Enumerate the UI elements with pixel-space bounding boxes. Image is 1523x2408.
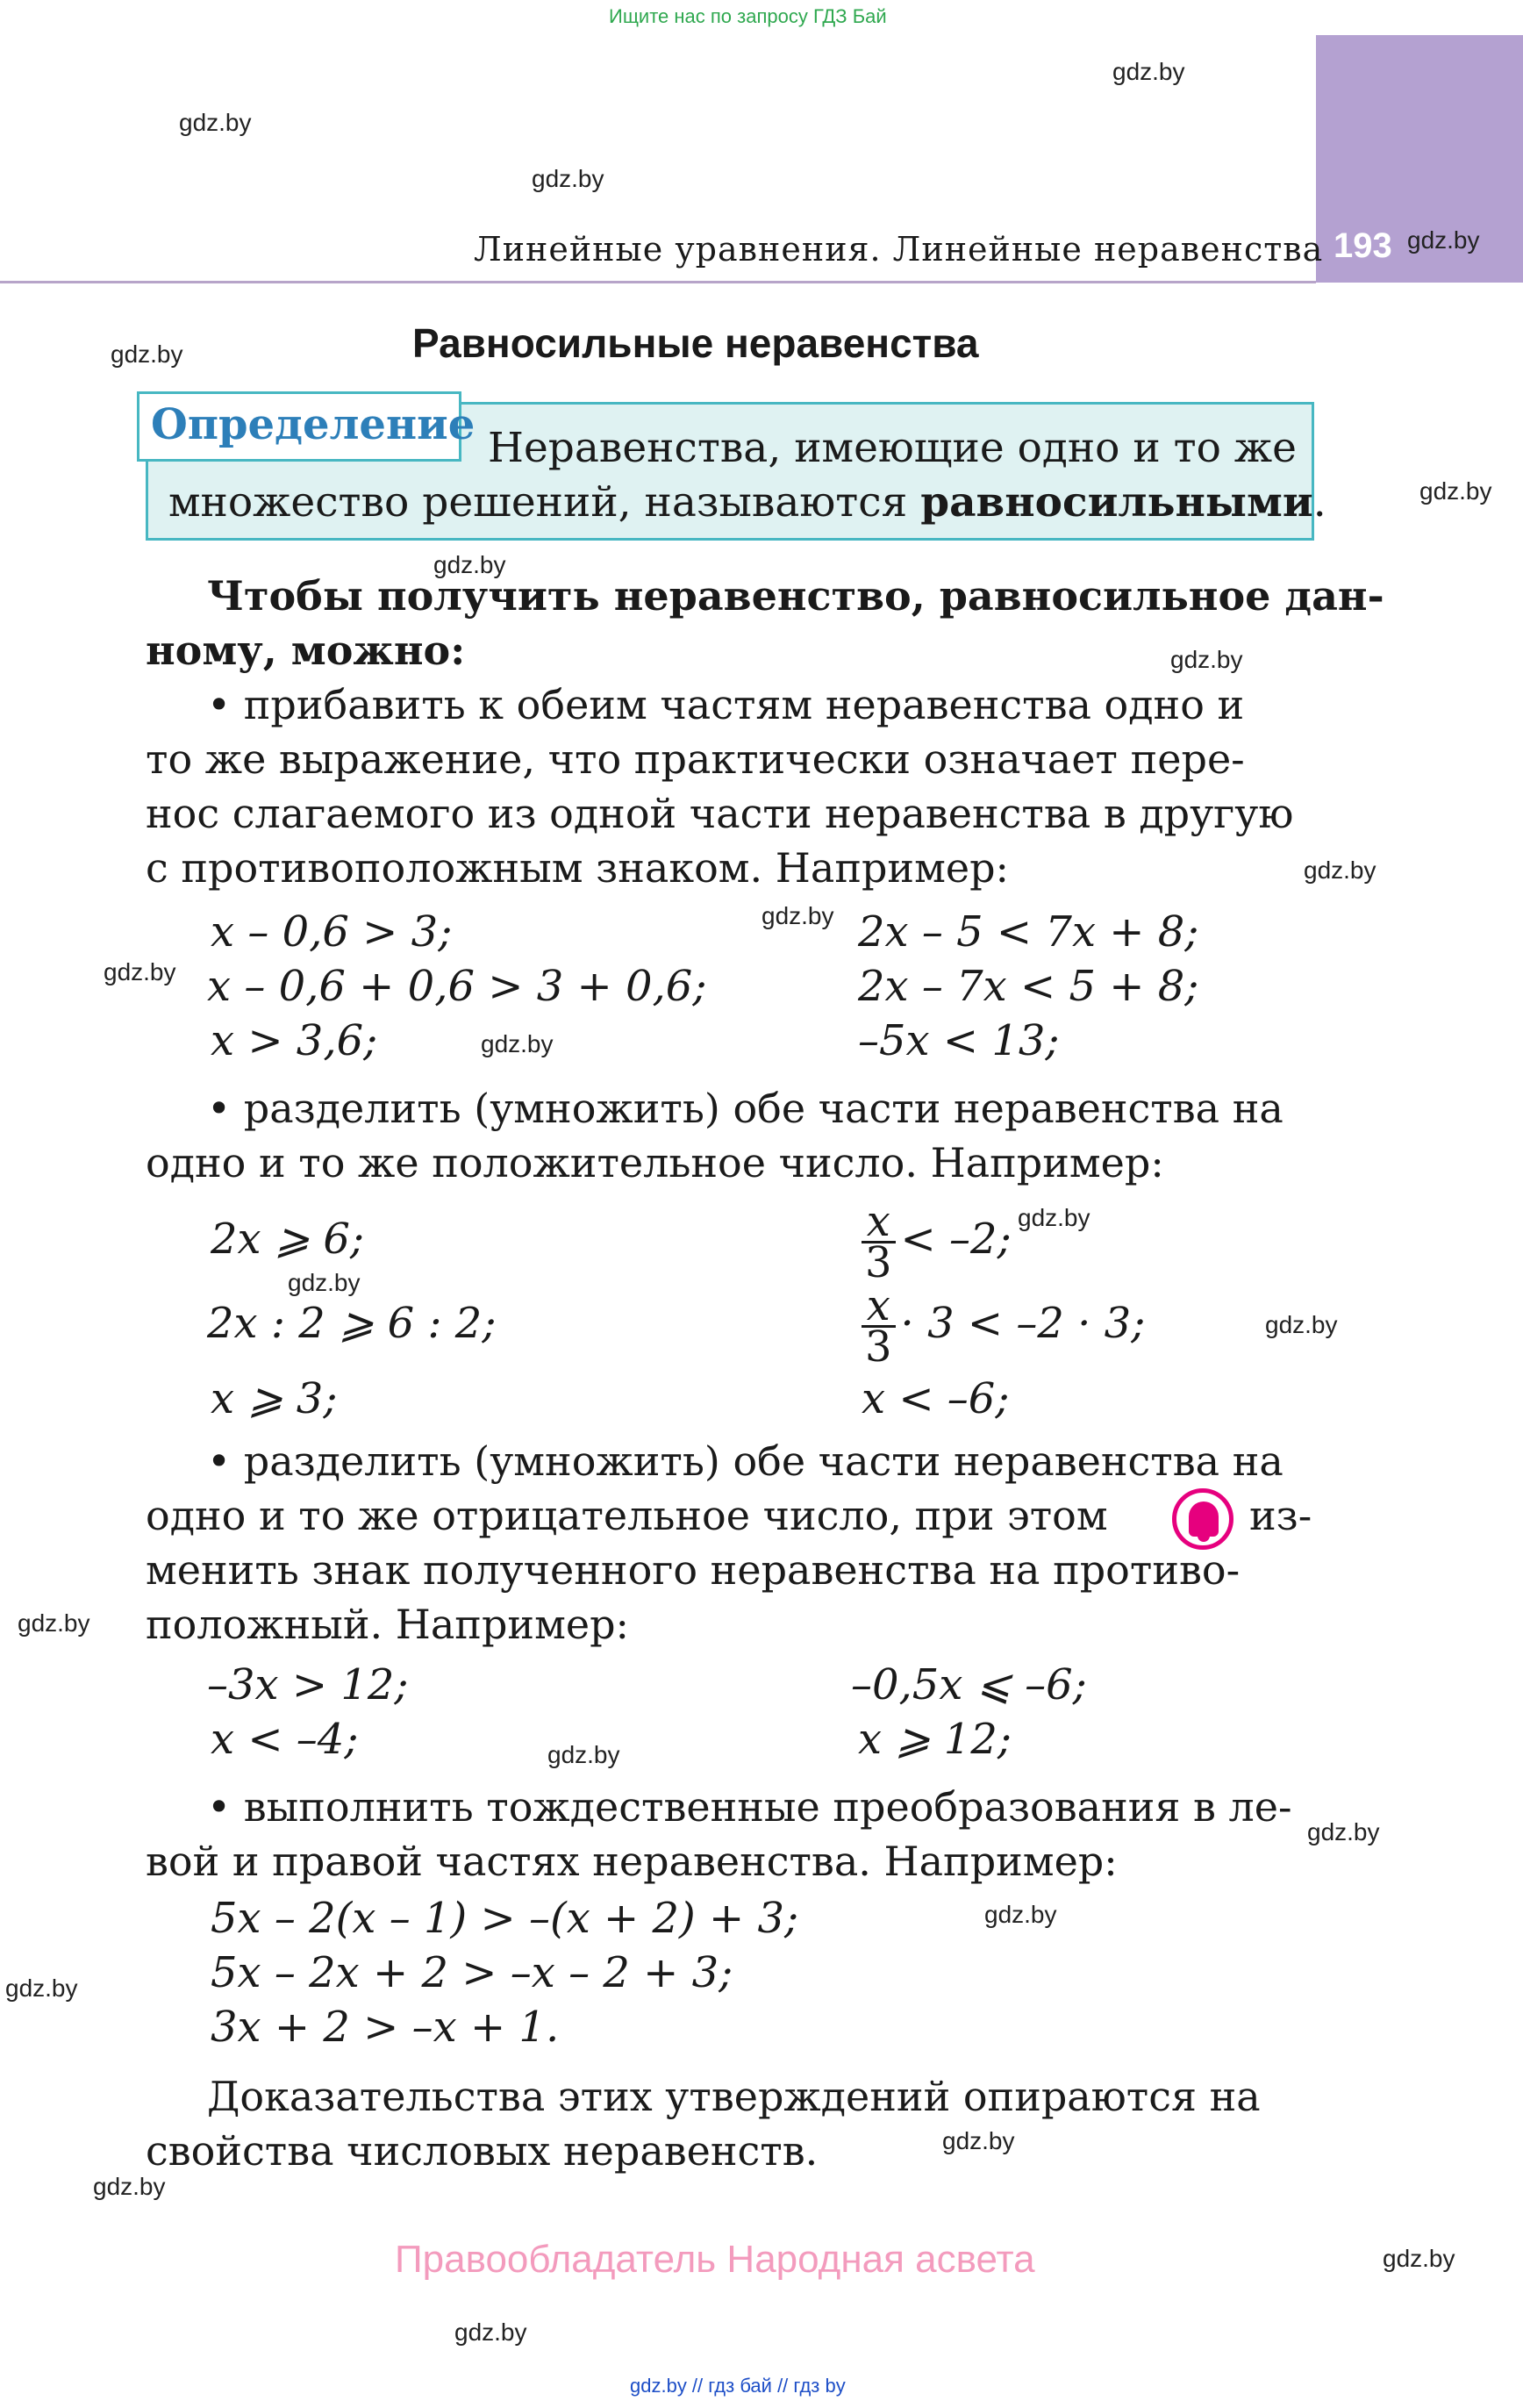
- math-line: $\frac{x}{3}$ · 3 < –2 · 3;: [862, 1286, 1145, 1366]
- math-line: x < –4;: [211, 1715, 359, 1764]
- watermark: gdz.by: [1018, 1204, 1090, 1231]
- watermark: gdz.by: [111, 340, 183, 368]
- definition-label: Определение: [151, 400, 475, 449]
- math-line: x < –6;: [862, 1374, 1010, 1423]
- math-line: 2x ⩾ 6;: [211, 1215, 365, 1264]
- math-line: x – 0,6 + 0,6 > 3 + 0,6;: [207, 962, 707, 1011]
- math-line: –5x < 13;: [858, 1016, 1060, 1065]
- section-title: Равносильные неравенства: [412, 320, 979, 366]
- rule1-line: • прибавить к обеим частям неравенства одно и: [207, 681, 1245, 728]
- watermark: gdz.by: [1407, 226, 1480, 254]
- watermark: gdz.by: [18, 1609, 90, 1637]
- header-divider: [0, 281, 1316, 283]
- math-line: –3x > 12;: [207, 1660, 409, 1709]
- math-line: x > 3,6;: [211, 1016, 378, 1065]
- math-line: x ⩾ 3;: [211, 1374, 338, 1423]
- definition-line-1: Неравенства, имеющие одно и то же: [488, 424, 1297, 472]
- rule3-line: положный. Например:: [146, 1601, 630, 1648]
- rule1-line: то же выражение, что практически означает пере-: [146, 735, 1245, 783]
- definition-line-2: множество решений, называются равносильными.: [168, 478, 1326, 527]
- math-line: x – 0,6 > 3;: [211, 907, 453, 957]
- watermark: gdz.by: [288, 1269, 361, 1296]
- math-line: 5x – 2x + 2 > –x – 2 + 3;: [211, 1948, 733, 1997]
- rule4-line: вой и правой частях неравенства. Например:: [146, 1838, 1118, 1885]
- watermark: gdz.by: [532, 165, 604, 192]
- watermark: gdz.by: [433, 551, 506, 578]
- math-line: 2x – 5 < 7x + 8;: [858, 907, 1199, 957]
- watermark: gdz.by: [1304, 856, 1376, 884]
- bell-icon: [1172, 1488, 1233, 1550]
- watermark: gdz.by: [942, 2127, 1015, 2154]
- math-line: –0,5x ⩽ –6;: [851, 1660, 1087, 1709]
- watermark: gdz.by: [481, 1030, 554, 1057]
- chapter-title: Линейные уравнения. Линейные неравенства: [474, 230, 1324, 269]
- bottom-links[interactable]: gdz.by // гдз бай // гдз by: [630, 2375, 846, 2397]
- math-line: x ⩾ 12;: [858, 1715, 1012, 1764]
- definition-term: равносильными: [920, 478, 1313, 527]
- rule4-line: • выполнить тождественные преобразования в ле-: [207, 1783, 1292, 1831]
- watermark: gdz.by: [1383, 2245, 1455, 2272]
- watermark: gdz.by: [1112, 58, 1185, 85]
- watermark: gdz.by: [5, 1974, 78, 2002]
- math-line: 3x + 2 > –x + 1.: [211, 2003, 560, 2052]
- watermark: gdz.by: [1419, 477, 1492, 505]
- watermark: gdz.by: [984, 1901, 1057, 1928]
- rule3-line: менить знак полученного неравенства на противо-: [146, 1546, 1241, 1594]
- rule1-line: нос слагаемого из одной части неравенства в другую: [146, 790, 1294, 837]
- rule1-line: с противоположным знаком. Например:: [146, 844, 1010, 892]
- intro-line-2: ному, можно:: [146, 627, 466, 674]
- math-line: 2x : 2 ⩾ 6 : 2;: [207, 1299, 497, 1348]
- top-search-hint: Ищите нас по запросу ГДЗ Бай: [609, 5, 887, 27]
- watermark: gdz.by: [547, 1741, 620, 1768]
- page-number: 193: [1334, 226, 1392, 265]
- rule3-line: одно и то же отрицательное число, при этом: [146, 1492, 1108, 1539]
- watermark: gdz.by: [1170, 646, 1243, 673]
- rule3-line: из-: [1249, 1492, 1312, 1539]
- watermark: gdz.by: [762, 902, 834, 929]
- rule2-line: одно и то же положительное число. Например:: [146, 1139, 1164, 1186]
- math-line: 2x – 7x < 5 + 8;: [858, 962, 1199, 1011]
- math-line: 5x – 2(x – 1) > –(x + 2) + 3;: [211, 1894, 799, 1943]
- intro-line-1: Чтобы получить неравенство, равносильное дан-: [207, 572, 1384, 620]
- rule3-line: • разделить (умножить) обе части неравенства на: [207, 1437, 1283, 1485]
- copyright-footer: Правообладатель Народная асвета: [395, 2238, 1035, 2281]
- fraction: $\frac{x}{3}$: [862, 1286, 896, 1366]
- watermark: gdz.by: [454, 2318, 527, 2346]
- watermark: gdz.by: [104, 958, 176, 985]
- rule2-line: • разделить (умножить) обе части неравенства на: [207, 1085, 1283, 1132]
- watermark: gdz.by: [1265, 1311, 1338, 1338]
- conclusion-line: Доказательства этих утверждений опираются на: [207, 2073, 1261, 2120]
- fraction: $\frac{x}{3}$: [862, 1202, 896, 1282]
- math-line: $\frac{x}{3}$ < –2;: [862, 1202, 1012, 1282]
- watermark: gdz.by: [1307, 1818, 1380, 1845]
- conclusion-line: свойства числовых неравенств.: [146, 2127, 819, 2175]
- watermark: gdz.by: [93, 2173, 166, 2200]
- watermark: gdz.by: [179, 109, 252, 136]
